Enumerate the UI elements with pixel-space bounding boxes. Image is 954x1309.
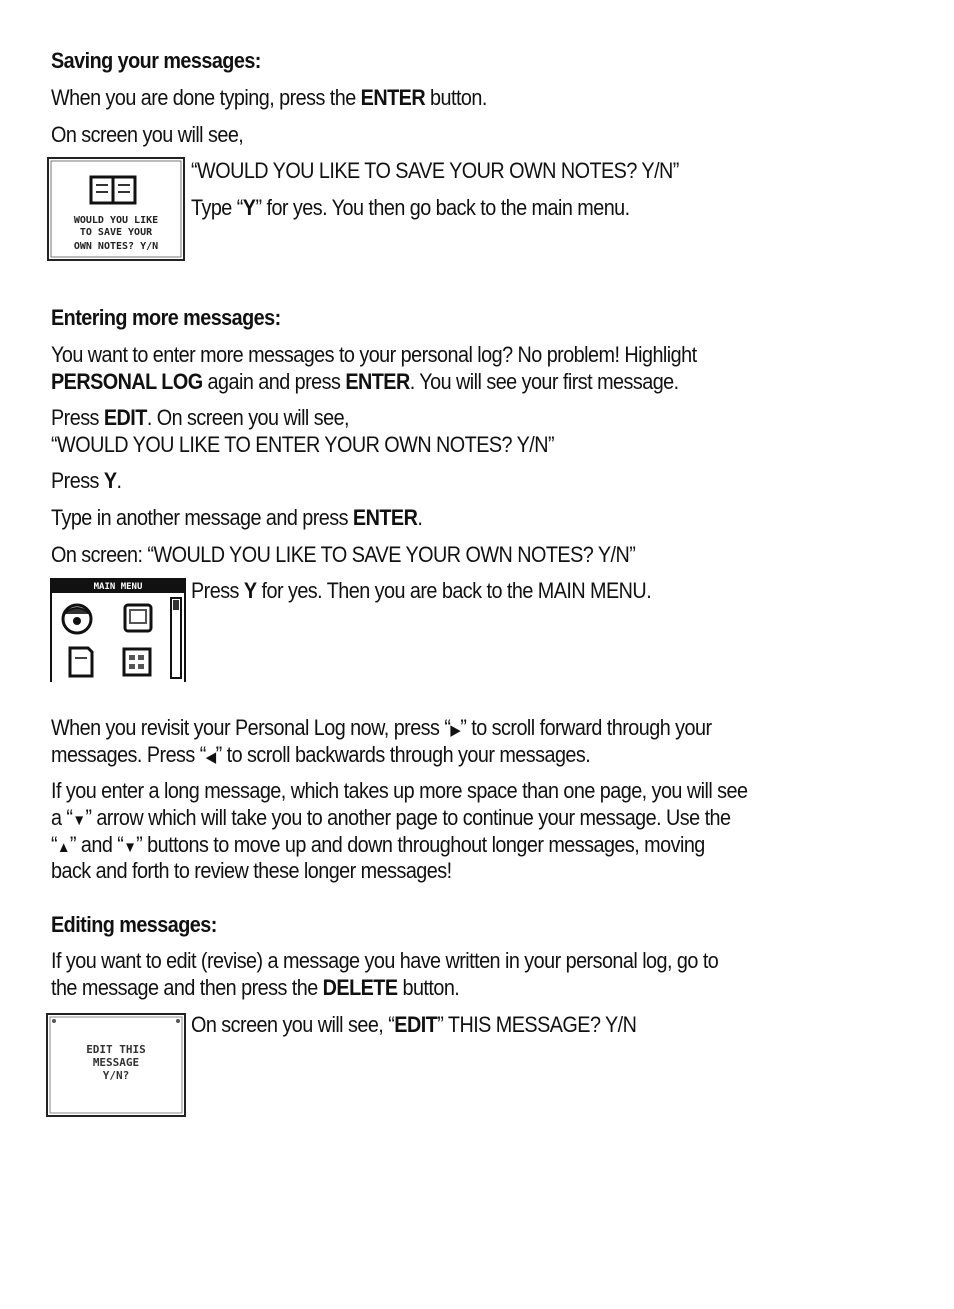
scrollbar: [171, 598, 181, 678]
entering-prompt-text: “WOULD YOU LIKE TO ENTER YOUR OWN NOTES? Y/N”: [51, 432, 555, 457]
edit-screen-line-2: MESSAGE: [92, 1056, 140, 1069]
entering-heading: Entering more messages:: [51, 305, 281, 330]
entering-press-y-text: Press Y.: [51, 468, 122, 493]
editing-on-screen-text: On screen you will see, “EDIT” THIS MESSAGE? Y/N: [191, 1012, 637, 1037]
up-arrow-icon: ▲: [57, 839, 70, 856]
saving-paragraph-enter: When you are done typing, press the ENTER button.: [51, 85, 487, 110]
entering-on-screen-text: On screen: “WOULD YOU LIKE TO SAVE YOUR OWN NOTES? Y/N”: [51, 542, 636, 567]
save-notes-screen-illustration: [47, 157, 185, 261]
entering-paragraph-line-2: PERSONAL LOG again and press ENTER. You will see your first message.: [51, 369, 679, 394]
entering-paragraph-line-1: You want to enter more messages to your personal log? No problem! Highlight: [51, 342, 697, 367]
calendar-icon: [124, 649, 150, 675]
long-message-line-4: back and forth to review these longer messages!: [51, 858, 452, 883]
saving-type-y-text: Type “Y” for yes. You then go back to the main menu.: [191, 195, 630, 220]
saving-prompt-text: “WOULD YOU LIKE TO SAVE YOUR OWN NOTES? Y/N”: [191, 158, 679, 183]
save-screen-line-2: TO SAVE YOUR: [79, 227, 153, 238]
edit-screen-line-3: Y/N?: [102, 1069, 130, 1082]
down-arrow-icon: ▼: [123, 839, 137, 856]
down-arrow-icon: ▼: [72, 812, 86, 829]
editing-heading: Editing messages:: [51, 912, 217, 937]
open-book-icon: [91, 177, 135, 203]
save-screen-line-3: OWN NOTES? Y/N: [73, 241, 159, 252]
left-arrow-icon: ◀: [205, 749, 216, 766]
editing-paragraph-line-1: If you want to edit (revise) a message you have written in your personal log, go to: [51, 948, 719, 973]
scroll-paragraph-line-1: When you revisit your Personal Log now, press “▶” to scroll forward through your: [51, 715, 712, 740]
book-icon: [125, 605, 151, 631]
saving-heading: Saving your messages:: [51, 48, 261, 73]
entering-press-edit-text: Press EDIT. On screen you will see,: [51, 405, 350, 430]
long-message-line-3: “▲” and “▼” buttons to move up and down throughout longer messages, moving: [51, 832, 705, 857]
main-menu-screen-illustration: [50, 578, 186, 682]
entering-press-y-yes-text: Press Y for yes. Then you are back to the MAIN MENU.: [191, 578, 652, 603]
save-screen-line-1: WOULD YOU LIKE: [73, 215, 159, 226]
saving-on-screen-text: On screen you will see,: [51, 122, 244, 147]
main-menu-screen-title: MAIN MENU: [93, 582, 143, 592]
editing-paragraph-line-2: the message and then press the DELETE button.: [51, 975, 460, 1000]
scroll-paragraph-line-2: messages. Press “◀” to scroll backwards through your messages.: [51, 742, 591, 767]
entering-type-message-text: Type in another message and press ENTER.: [51, 505, 423, 530]
long-message-line-2: a “▼” arrow which will take you to another page to continue your message. Use the: [51, 805, 731, 830]
ball-icon: [63, 605, 91, 633]
right-arrow-icon: ▶: [450, 722, 461, 739]
edit-message-screen-illustration: [46, 1013, 186, 1117]
note-icon: [70, 648, 92, 676]
edit-screen-line-1: EDIT THIS: [86, 1043, 146, 1056]
long-message-line-1: If you enter a long message, which takes up more space than one page, you will see: [51, 778, 748, 803]
